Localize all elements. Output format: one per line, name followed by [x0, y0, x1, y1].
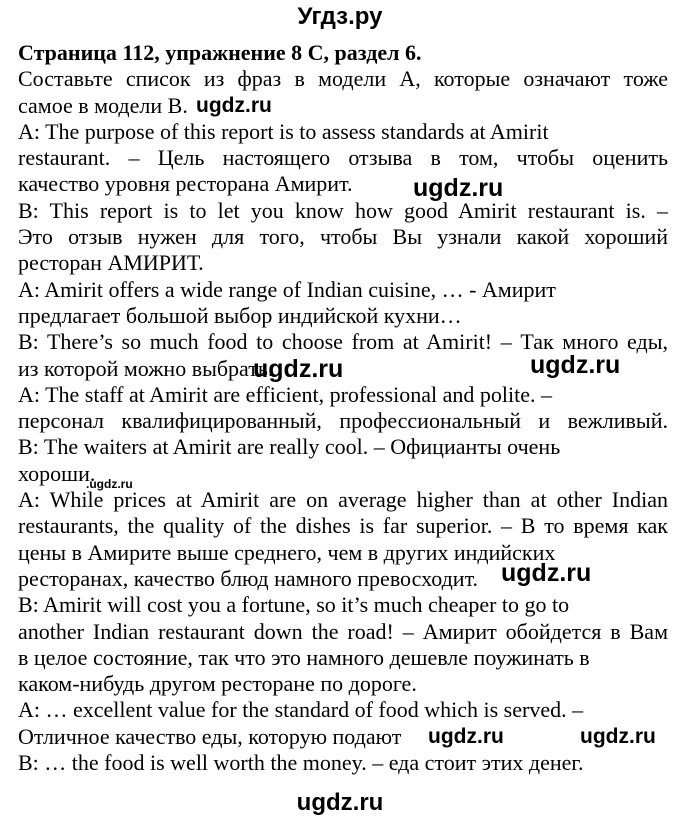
text-line: restaurant. – Цель настоящего отзыва в том, чтобы оценить: [18, 145, 668, 171]
text-line: A: While prices at Amirit are on average higher than at other Indian: [18, 487, 668, 513]
text-line: Составьте список из фраз в модели А, которые означают тоже: [18, 66, 668, 92]
text-line-content: качество уровня ресторана Амирит.: [18, 171, 353, 197]
text-line: [18, 350, 668, 383]
footer-url: ugdz.ru: [296, 789, 384, 816]
text-line: B: The waiters at Amirit are really cool. – Официанты очень: [18, 434, 561, 460]
watermark: ugdz.ru: [580, 724, 656, 748]
watermark: ugdz.ru: [530, 350, 621, 379]
text-line: [18, 724, 668, 750]
watermark: ugdz.ru: [253, 354, 344, 383]
watermark: ugdz.ru: [501, 558, 592, 587]
text-line: предлагает большой выбор индийской кухни…: [18, 302, 462, 328]
text-line-content: самое в модели В.: [18, 92, 188, 118]
text-line: каком-нибудь другом ресторане по дороге.: [18, 671, 417, 697]
text-line: restaurants, the quality of the dishes is far superior. – В то время как: [18, 513, 668, 539]
text-line: A: … excellent value for the standard of food which is served. –: [18, 697, 584, 723]
text-line: [18, 93, 668, 119]
exercise-text: [18, 40, 668, 776]
text-line: персонал квалифицированный, профессиональный и вежливый.: [18, 408, 668, 434]
text-line-content: ресторанах, качество блюд намного превосходит.: [18, 565, 479, 591]
text-line: в целое состояние, так что это намного дешевле поужинать в: [18, 644, 590, 670]
watermark: ugdz.ru: [428, 724, 504, 748]
site-title: Угдз.ру: [297, 3, 383, 30]
text-line: B: This report is to let you know how good Amirit restaurant is. –: [18, 197, 668, 223]
watermark: ugdz.ru: [196, 93, 272, 117]
text-line: [18, 558, 668, 592]
text-line: цены в Амирите выше среднего, чем в других индийских: [18, 539, 556, 565]
site-header: [0, 0, 680, 40]
exercise-heading: Страница 112, упражнение 8 C, раздел 6.: [18, 40, 422, 65]
text-line: B: … the food is well worth the money. – еда стоит этих денег.: [18, 750, 584, 776]
site-footer: [0, 788, 680, 818]
text-line: A: Amirit offers a wide range of Indian cuisine, … - Амирит: [18, 276, 556, 302]
text-line: A: The purpose of this report is to assess standards at Amirit: [18, 118, 549, 144]
text-line: B: Amirit will cost you a fortune, so it’s much cheaper to go to: [18, 592, 570, 618]
text-line: ресторан АМИРИТ.: [18, 250, 204, 276]
text-line: [18, 460, 668, 491]
watermark: ugdz.ru: [413, 174, 504, 203]
text-line: B: There’s so much food to choose from at Amirit! – Так много еды,: [18, 329, 668, 355]
text-line: another Indian restaurant down the road! – Амирит обойдется в Вам: [18, 618, 668, 644]
text-line-content: хороши.: [18, 460, 96, 486]
text-line-content: из которой можно выбрать.: [18, 355, 274, 381]
text-line: Это отзыв нужен для того, чтобы Вы узнали какой хороший: [18, 224, 668, 250]
text-line-content: Отличное качество еды, которую подают: [18, 723, 402, 749]
text-line: A: The staff at Amirit are efficient, professional and polite. –: [18, 381, 552, 407]
watermark: .ugdz.ru: [86, 476, 133, 491]
text-line: [18, 171, 668, 203]
